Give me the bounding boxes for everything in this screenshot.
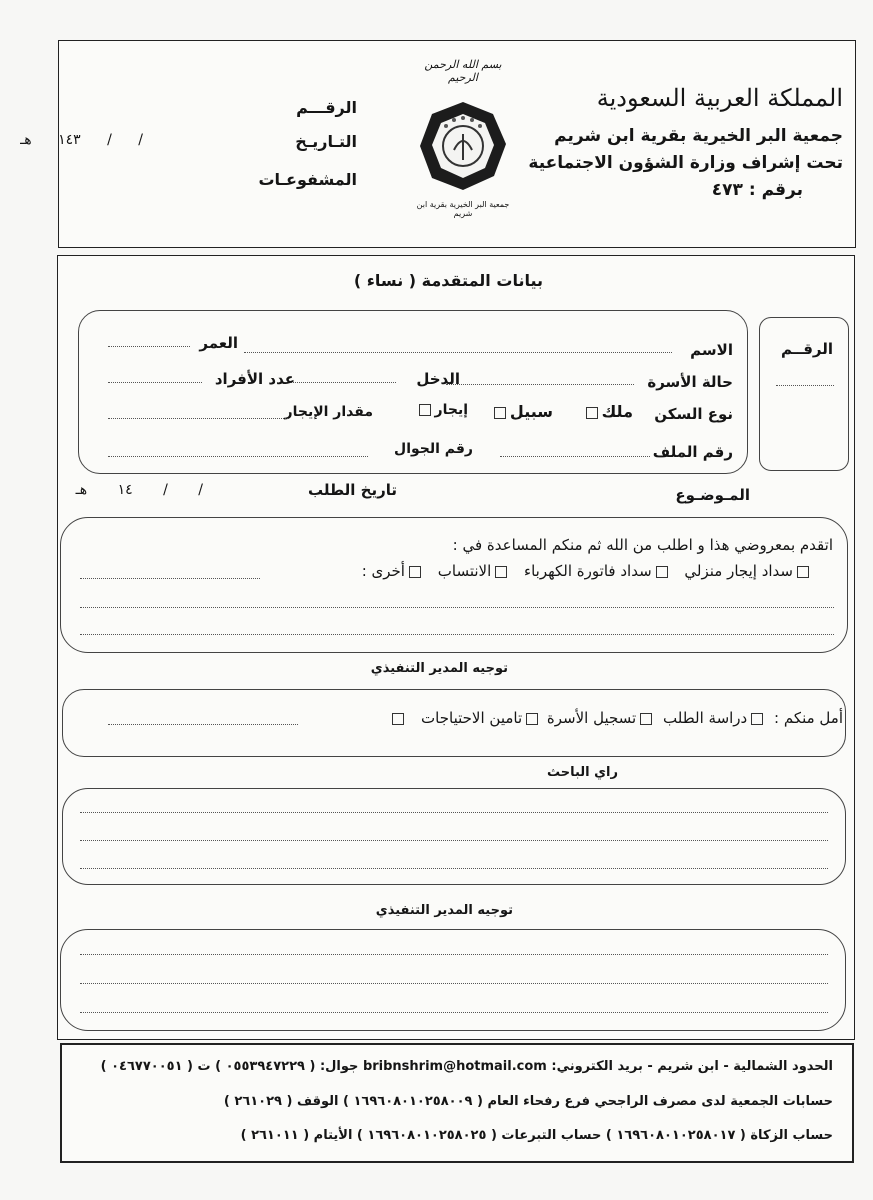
opt-electricity-checkbox[interactable] [656, 566, 668, 578]
footer-contact: الحدود الشمالية - ابن شريم - بريد الكتروني: bribnshrim@hotmail.com جوال: ( ٠٥٥٣٩٤٧٢٢٩ ) ت ( ٠٤٦٧٧٠٠٥١ ) [100, 1059, 833, 1074]
request-line-2[interactable] [80, 634, 834, 635]
director2-line-3[interactable] [80, 1012, 828, 1013]
housing-rent-option[interactable] [415, 402, 468, 418]
request-date-value: / / ١٤ هـ [75, 482, 203, 498]
attachments-label: المشفوعـات [258, 170, 357, 189]
director1-options [388, 709, 843, 727]
kingdom-title: المملكة العربية السعودية [596, 84, 843, 112]
sabeel-checkbox[interactable] [494, 407, 506, 419]
opt-enroll-checkbox[interactable] [495, 566, 507, 578]
register-family-checkbox[interactable] [640, 713, 652, 725]
name-label: الاسم [690, 341, 733, 359]
supervision-line: تحت إشراف وزارة الشؤون الاجتماعية [528, 153, 843, 173]
housing-sabeel-option[interactable] [490, 402, 553, 421]
opt-enroll-label: الانتساب [437, 562, 492, 580]
housing-own-option[interactable] [582, 402, 633, 421]
housing-label: نوع السكن [654, 405, 733, 423]
secure-needs-checkbox[interactable] [526, 713, 538, 725]
file-no-field[interactable] [500, 456, 650, 457]
income-label: الدخل [416, 370, 460, 388]
opt-other-checkbox[interactable] [409, 566, 421, 578]
footer-bank-accounts: حسابات الجمعية لدى مصرف الراجحي فرع رفحاء العام ( ١٦٩٦٠٨٠١٠٢٥٨٠٠٩ ) الوقف ( ٢٦١٠٢٩ ) [223, 1094, 833, 1109]
rent-label: إيجار [434, 402, 468, 418]
family-status-label: حالة الأسرة [647, 373, 733, 391]
director1-lead: أمل منكم : [774, 709, 843, 727]
file-no-label: رقم الملف [652, 443, 733, 461]
form-title: بيانات المتقدمة ( نساء ) [353, 271, 543, 290]
registration-number: برقم : ٤٧٣ [711, 180, 803, 200]
director1-title: توجيه المدير التنفيذي [370, 661, 508, 676]
rent-amount-field[interactable] [108, 418, 288, 419]
opt-other-label: أخرى : [361, 562, 405, 580]
society-name: جمعية البر الخيرية بقرية ابن شريم [554, 126, 843, 146]
footer-zakat-accounts: حساب الزكاة ( ١٦٩٦٠٨٠١٠٢٥٨٠١٧ ) حساب التبرعات ( ١٦٩٦٠٨٠١٠٢٥٨٠٢٥ ) الأيتام ( ٢٦١٠١١ ) [240, 1128, 833, 1143]
secure-needs-label: تامين الاحتياجات [421, 709, 523, 727]
researcher-box [62, 788, 846, 885]
request-options [362, 562, 813, 580]
basmala-calligraphy: بسم الله الرحمن الرحيم [424, 58, 502, 84]
family-status-field[interactable] [446, 384, 634, 385]
file-number-label: الرقــم [781, 340, 833, 358]
request-date-label: تاريخ الطلب [308, 481, 397, 499]
register-family-label: تسجيل الأسرة [546, 709, 637, 727]
file-number-field[interactable] [776, 385, 834, 386]
researcher-line-2[interactable] [80, 840, 828, 841]
age-label: العمر [199, 334, 238, 352]
request-line-1[interactable] [80, 607, 834, 608]
director2-line-2[interactable] [80, 983, 828, 984]
logo-emblem-icon [416, 98, 510, 198]
members-field[interactable] [108, 382, 202, 383]
rent-checkbox[interactable] [419, 404, 431, 416]
own-label: ملك [601, 402, 633, 421]
age-field[interactable] [108, 346, 190, 347]
opt-rent-label: سداد إيجار منزلي [684, 562, 793, 580]
date-label: التـاريـخ [295, 132, 357, 151]
income-field[interactable] [288, 382, 396, 383]
members-label: عدد الأفراد [214, 370, 295, 388]
study-request-label: دراسة الطلب [663, 709, 748, 727]
researcher-line-3[interactable] [80, 868, 828, 869]
director2-title: توجيه المدير التنفيذي [375, 903, 513, 918]
name-field[interactable] [244, 352, 672, 353]
opt-rent-checkbox[interactable] [797, 566, 809, 578]
director1-other-checkbox[interactable] [392, 713, 404, 725]
researcher-title: راي الباحث [546, 765, 618, 780]
date-value: / / ١٤٣ هـ [20, 132, 143, 148]
director2-box [60, 929, 846, 1031]
director2-line-1[interactable] [80, 954, 828, 955]
number-label: الرقـــم [296, 98, 357, 117]
director1-notes-field[interactable] [108, 724, 298, 725]
subject-label: المـوضـوع [675, 486, 750, 504]
study-request-checkbox[interactable] [751, 713, 763, 725]
rent-amount-label: مقدار الإيجار [284, 404, 373, 420]
request-intro: اتقدم بمعروضي هذا و اطلب من الله ثم منكم المساعدة في : [452, 536, 833, 554]
opt-electricity-label: سداد فاتورة الكهرباء [524, 562, 652, 580]
request-other-field[interactable] [80, 578, 260, 579]
own-checkbox[interactable] [586, 407, 598, 419]
mobile-field[interactable] [108, 456, 368, 457]
sabeel-label: سبيل [509, 402, 553, 421]
logo-caption: جمعية البر الخيرية بقرية ابن شريم [416, 200, 510, 218]
researcher-line-1[interactable] [80, 812, 828, 813]
mobile-label: رقم الجوال [394, 441, 473, 457]
society-logo [408, 58, 518, 218]
